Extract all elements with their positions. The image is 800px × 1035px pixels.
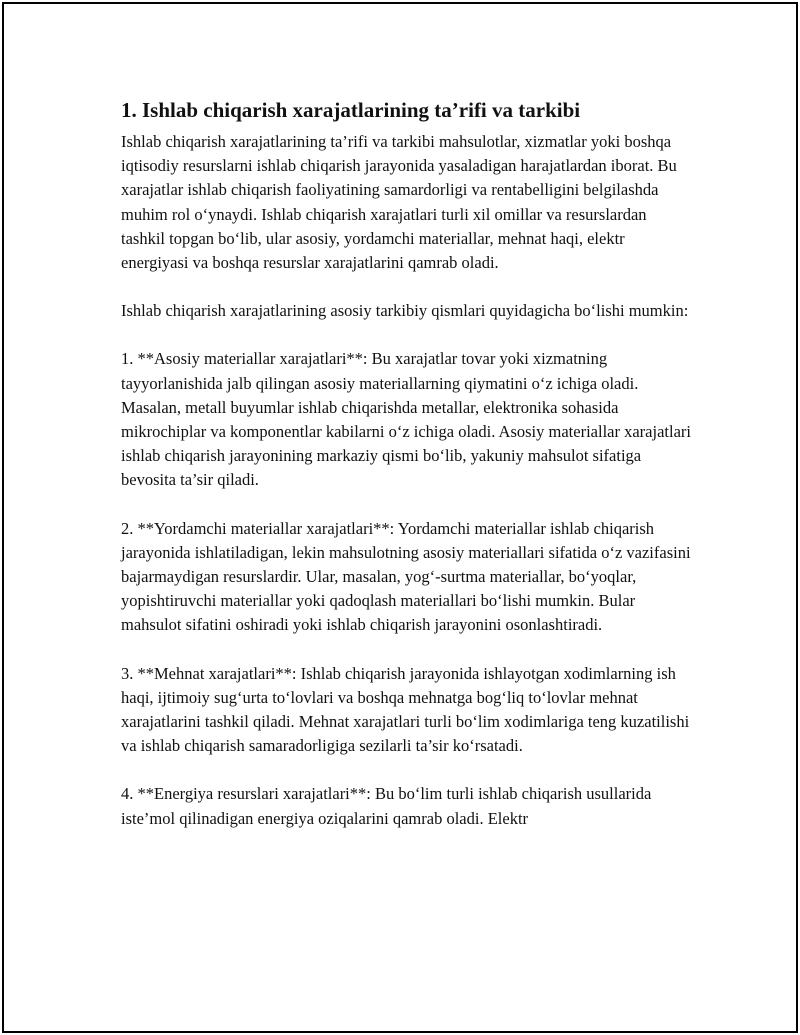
document-page [2, 2, 798, 1033]
paragraph-auxiliary-materials: 2. **Yordamchi materiallar xarajatlari**: Yordamchi materiallar ishlab chiqarish jarayonida ishlatiladigan, lekin mahsulotning asosiy materiallari sifatida o‘z vazifasini bajarmaydigan resurslardir. Ular, masalan, yog‘-surtma materiallar, bo‘yoqlar, yopishtiruvchi materiallar yoki qadoqlash materiallari bo‘lishi mumkin. Bular mahsulot sifatini oshiradi yoki ishlab chiqarish jarayonini osonlashtiradi. [121, 518, 691, 635]
section-heading: 1. Ishlab chiqarish xarajatlarining ta’rifi va tarkibi [121, 98, 581, 122]
document-body [121, 96, 691, 855]
paragraph-energy-costs: 4. **Energiya resurslari xarajatlari**: Bu bo‘lim turli ishlab chiqarish usullarida iste’mol qilinadigan energiya oziqalarini qamrab oladi. Elektr [121, 784, 652, 828]
paragraph-components-intro: Ishlab chiqarish xarajatlarining asosiy tarkibiy qismlari quyidagicha bo‘lishi mumkin: [121, 301, 689, 321]
paragraph-definition: Ishlab chiqarish xarajatlarining ta’rifi va tarkibi mahsulotlar, xizmatlar yoki boshqa iqtisodiy resurslarni ishlab chiqarish jarayonida yasaladigan harajatlardan iborat. Bu xarajatlar ishlab chiqarish faoliyatining samardorligi va rentabelligini belgilashda muhim rol o‘ynaydi. Ishlab chiqarish xarajatlari turli xil omillar va resurslardan tashkil topgan bo‘lib, ular asosiy, yordamchi materiallar, mehnat haqi, elektr energiyasi va boshqa resurslar xarajatlarini qamrab oladi. [121, 132, 677, 273]
paragraph-labor-costs: 3. **Mehnat xarajatlari**: Ishlab chiqarish jarayonida ishlayotgan xodimlarning ish haqi, ijtimoiy sug‘urta to‘lovlari va boshqa mehnatga bog‘liq to‘lovlar mehnat xarajatlarini tashkil qiladi. Mehnat xarajatlari turli bo‘lim xodimlariga teng kuzatilishi va ishlab chiqarish samaradorligiga sezilarli ta’sir ko‘rsatadi. [121, 663, 690, 756]
paragraph-basic-materials: 1. **Asosiy materiallar xarajatlari**: Bu xarajatlar tovar yoki xizmatning tayyorlanishida jalb qilingan asosiy materiallarning qiymatini o‘z ichiga oladi. Masalan, metall buyumlar ishlab chiqarishda metallar, elektronika sohasida mikrochiplar va komponentlar kabilarni o‘z ichiga oladi. Asosiy materiallar xarajatlari ishlab chiqarish jarayonining markaziy qismi bo‘lib, yakuniy mahsulot sifatiga bevosita ta’sir qiladi. [121, 349, 691, 490]
